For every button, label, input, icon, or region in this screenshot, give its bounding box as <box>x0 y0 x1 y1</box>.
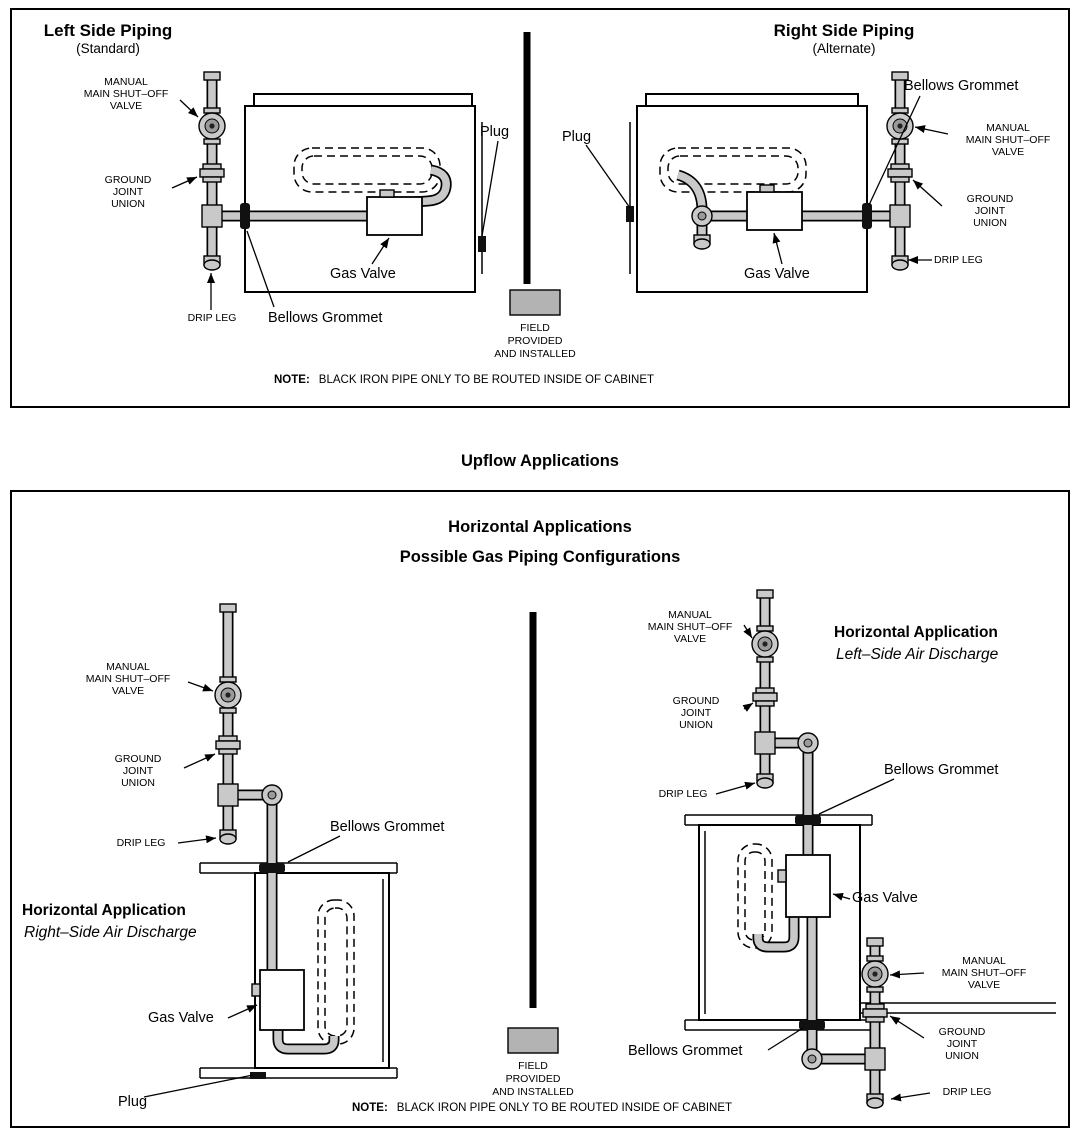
bellows-grommet-label: Bellows Grommet <box>628 1043 743 1059</box>
note-prefix: NOTE: <box>352 1102 388 1114</box>
gas-valve-box <box>367 197 422 235</box>
pipe-cap-icon <box>694 235 710 249</box>
field-provided-legend <box>463 1060 603 1099</box>
drip-leg-label: DRIP LEG <box>934 254 983 266</box>
horizontal-application-heading: Horizontal Application <box>22 902 186 919</box>
ground-joint-union-label <box>912 1026 1012 1062</box>
drip-leg-label: DRIP LEG <box>942 1086 992 1098</box>
field-provided-swatch <box>510 290 560 315</box>
bellows-grommet-label: Bellows Grommet <box>268 310 383 326</box>
right-side-air-discharge-subheading: Right–Side Air Discharge <box>24 924 197 941</box>
drip-leg-cap-icon <box>757 774 773 788</box>
pipe-tee-icon <box>865 1048 885 1070</box>
left-side-piping-title <box>24 20 192 57</box>
label-line: VALVE <box>991 146 1025 158</box>
ground-joint-union-icon <box>888 164 912 182</box>
label-line: JOINT <box>680 707 712 719</box>
label-line: JOINT <box>946 1038 978 1050</box>
drip-leg-cap-icon <box>892 256 908 270</box>
shutoff-valve-label <box>926 955 1042 991</box>
note-prefix: NOTE: <box>274 374 310 386</box>
label-line: JOINT <box>112 186 144 198</box>
pipe-elbow-icon <box>798 733 818 753</box>
drip-leg-label: DRIP LEG <box>187 312 237 324</box>
label-line: UNION <box>121 777 155 789</box>
gas-valve-box <box>786 855 830 917</box>
drip-leg-label: DRIP LEG <box>658 788 708 800</box>
note-text: BLACK IRON PIPE ONLY TO BE ROUTED INSIDE OF CABINET <box>396 1102 733 1114</box>
horizontal-application-heading: Horizontal Application <box>834 624 998 641</box>
shutoff-valve-label <box>950 122 1066 158</box>
label-line: UNION <box>679 719 713 731</box>
ground-joint-union-label <box>86 753 190 789</box>
label-line: UNION <box>111 198 145 210</box>
label-line: VALVE <box>967 979 1001 991</box>
gas-valve-knob <box>252 984 260 996</box>
label-line: MAIN SHUT–OFF <box>941 967 1027 979</box>
title-text: Left Side Piping <box>43 21 173 40</box>
shutoff-valve-icon <box>752 626 778 662</box>
pipe-coupling-icon <box>204 72 220 80</box>
label-line: GROUND <box>672 695 720 707</box>
plug-label: Plug <box>562 129 592 145</box>
shutoff-valve-icon <box>215 677 241 713</box>
bellows-grommet-icon <box>259 863 285 873</box>
legend-line: FIELD <box>520 322 550 334</box>
upflow-piping-panel <box>10 8 1070 408</box>
shutoff-valve-icon <box>199 108 225 144</box>
pipe-coupling-icon <box>220 604 236 612</box>
black-iron-pipe-note <box>274 374 654 386</box>
label-line: GROUND <box>114 753 162 765</box>
drip-leg-cap-icon <box>204 256 220 270</box>
right-side-piping-title <box>746 20 942 57</box>
plug-label: Plug <box>118 1094 148 1110</box>
label-line: GROUND <box>938 1026 986 1038</box>
legend-line: AND INSTALLED <box>494 348 576 360</box>
bellows-grommet-icon <box>240 203 250 229</box>
note-text: BLACK IRON PIPE ONLY TO BE ROUTED INSIDE OF CABINET <box>318 374 655 386</box>
ground-joint-union-label <box>644 695 748 731</box>
ground-joint-union-icon <box>200 164 224 182</box>
drip-leg-label: DRIP LEG <box>116 837 166 849</box>
plug-label: Plug <box>480 124 510 140</box>
label-line: MANUAL <box>106 661 150 673</box>
bellows-grommet-label: Bellows Grommet <box>884 762 999 778</box>
legend-line: AND INSTALLED <box>492 1086 574 1098</box>
label-line: MANUAL <box>986 122 1030 134</box>
label-line: GROUND <box>966 193 1014 205</box>
legend-line: PROVIDED <box>507 335 563 347</box>
label-line: JOINT <box>122 765 154 777</box>
bellows-grommet-icon <box>795 815 821 825</box>
label-line: MANUAL <box>668 609 712 621</box>
pipe-elbow-icon <box>262 785 282 805</box>
field-provided-legend <box>465 322 605 361</box>
pipe-coupling-icon <box>867 938 883 946</box>
pipe-tee-icon <box>202 205 222 227</box>
horizontal-piping-panel <box>10 490 1070 1128</box>
bellows-grommet-label: Bellows Grommet <box>904 78 1019 94</box>
label-line: VALVE <box>111 685 145 697</box>
gas-valve-label: Gas Valve <box>330 266 396 282</box>
gas-valve-label: Gas Valve <box>852 890 918 906</box>
plug-icon <box>478 236 486 252</box>
bellows-grommet-icon <box>862 203 872 229</box>
ground-joint-union-label <box>944 193 1036 229</box>
shutoff-valve-label <box>68 76 184 112</box>
bellows-grommet-label: Bellows Grommet <box>330 819 445 835</box>
label-line: MANUAL <box>104 76 148 88</box>
label-line: VALVE <box>673 633 707 645</box>
pipe-tee-icon <box>755 732 775 754</box>
gas-valve-label: Gas Valve <box>148 1010 214 1026</box>
label-line: MAIN SHUT–OFF <box>647 621 733 633</box>
gas-valve-box <box>747 192 802 230</box>
horizontal-diagram-canvas <box>12 492 1068 1126</box>
label-line: MANUAL <box>962 955 1006 967</box>
possible-gas-piping-title: Possible Gas Piping Configurations <box>399 548 681 566</box>
drip-leg-cap-icon <box>220 830 236 844</box>
ground-joint-union-label <box>76 174 180 210</box>
gas-valve-knob <box>380 190 394 197</box>
shutoff-valve-label <box>70 661 186 697</box>
label-line: JOINT <box>974 205 1006 217</box>
legend-line: PROVIDED <box>505 1073 561 1085</box>
label-line: UNION <box>973 217 1007 229</box>
subtitle-text: (Standard) <box>76 41 140 56</box>
ground-joint-union-icon <box>216 736 240 754</box>
black-iron-pipe-note <box>352 1102 732 1114</box>
plug-icon <box>626 206 634 222</box>
label-line: MAIN SHUT–OFF <box>965 134 1051 146</box>
upflow-applications-caption: Upflow Applications <box>461 452 619 470</box>
field-provided-swatch <box>508 1028 558 1053</box>
gas-valve-knob <box>778 870 786 882</box>
left-side-air-discharge-subheading: Left–Side Air Discharge <box>836 646 999 663</box>
shutoff-valve-icon <box>862 956 888 992</box>
drip-leg-cap-icon <box>867 1094 883 1108</box>
subtitle-text: (Alternate) <box>812 41 876 56</box>
pipe-tee-icon <box>890 205 910 227</box>
ground-joint-union-icon <box>863 1004 887 1022</box>
gas-valve-box <box>260 970 304 1030</box>
label-line: MAIN SHUT–OFF <box>85 673 171 685</box>
upflow-left-furnace-cabinet <box>245 94 486 292</box>
shutoff-valve-label <box>632 609 748 645</box>
gas-valve-knob <box>760 185 774 192</box>
label-line: VALVE <box>109 100 143 112</box>
label-line: GROUND <box>104 174 152 186</box>
pipe-elbow-icon <box>692 206 712 226</box>
gas-valve-label: Gas Valve <box>744 266 810 282</box>
legend-line: FIELD <box>518 1060 548 1072</box>
title-text: Right Side Piping <box>773 21 915 40</box>
label-line: UNION <box>945 1050 979 1062</box>
pipe-coupling-icon <box>757 590 773 598</box>
label-line: MAIN SHUT–OFF <box>83 88 169 100</box>
horizontal-applications-title: Horizontal Applications <box>448 518 632 536</box>
ground-joint-union-icon <box>753 688 777 706</box>
pipe-tee-icon <box>218 784 238 806</box>
pipe-elbow-icon <box>802 1049 822 1069</box>
